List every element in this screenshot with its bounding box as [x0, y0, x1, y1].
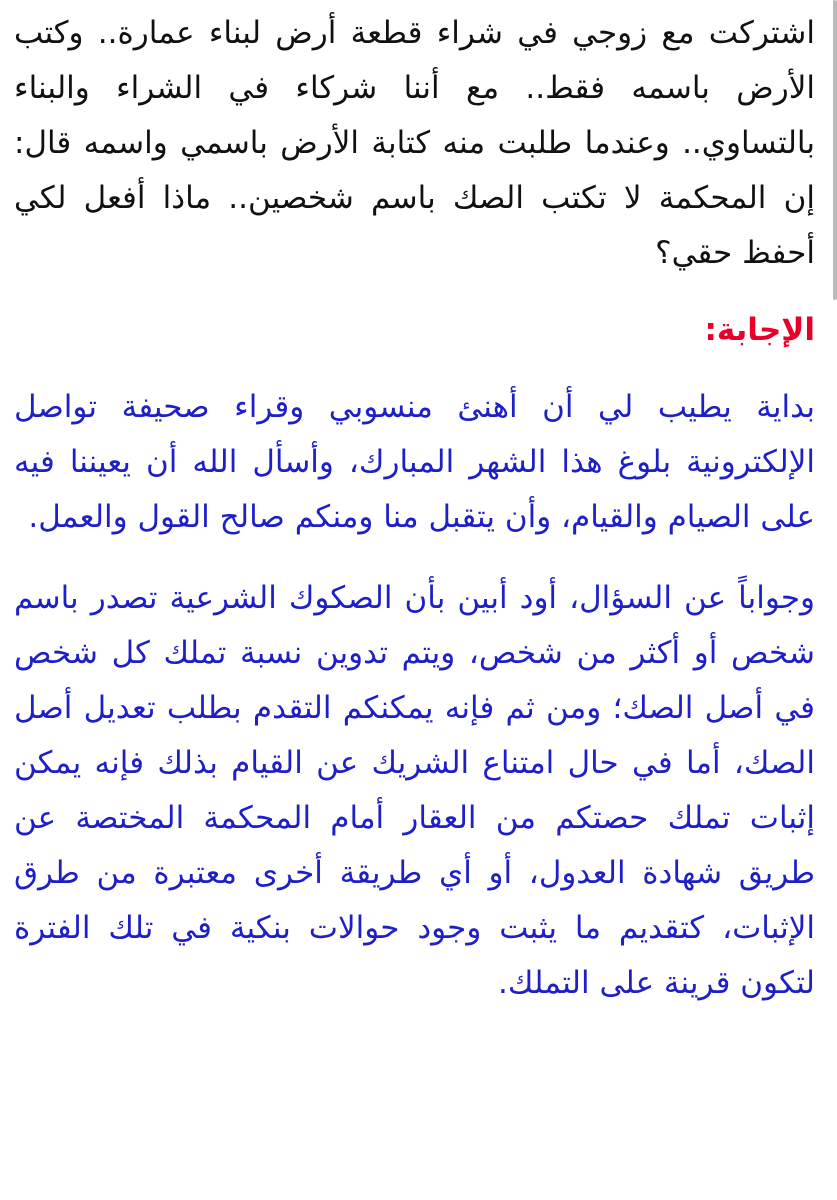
question-text: اشتركت مع زوجي في شراء قطعة أرض لبناء عمارة.. وكتب الأرض باسمه فقط.. مع أننا شركاء في الشراء والبناء بالتساوي.. وعندما طلبت منه كتابة الأرض باسمي واسمه قال: إن المحكمة لا تكتب الصك باسم شخصين.. ماذا أفعل لكي أحفظ حقي؟ — [14, 15, 815, 271]
scrollbar-thumb[interactable] — [833, 0, 837, 300]
answer-paragraph-body: وجواباً عن السؤال، أود أبين بأن الصكوك الشرعية تصدر باسم شخص أو أكثر من شخص، ويتم تدوين نسبة تملك كل شخص في أصل الصك؛ ومن ثم فإنه يمكنكم التقدم بطلب تعديل أصل الصك، أما في حال امتناع الشريك عن القيام بذلك فإنه يمكن إثبات تملك حصتكم من العقار أمام المحكمة المختصة عن طريق شهادة العدول، أو أي طريقة أخرى معتبرة من طرق الإثبات، كتقديم ما يثبت وجود حوالات بنكية في تلك الفترة لتكون قرينة على التملك. — [14, 580, 815, 1001]
answer-heading: الإجابة: — [704, 312, 815, 348]
answer-paragraph-intro: بداية يطيب لي أن أهنئ منسوبي وقراء صحيفة تواصل الإلكترونية بلوغ هذا الشهر المبارك، وأسأل الله أن يعيننا فيه على الصيام والقيام، وأن يتقبل منا ومنكم صالح القول والعمل. — [14, 389, 815, 535]
